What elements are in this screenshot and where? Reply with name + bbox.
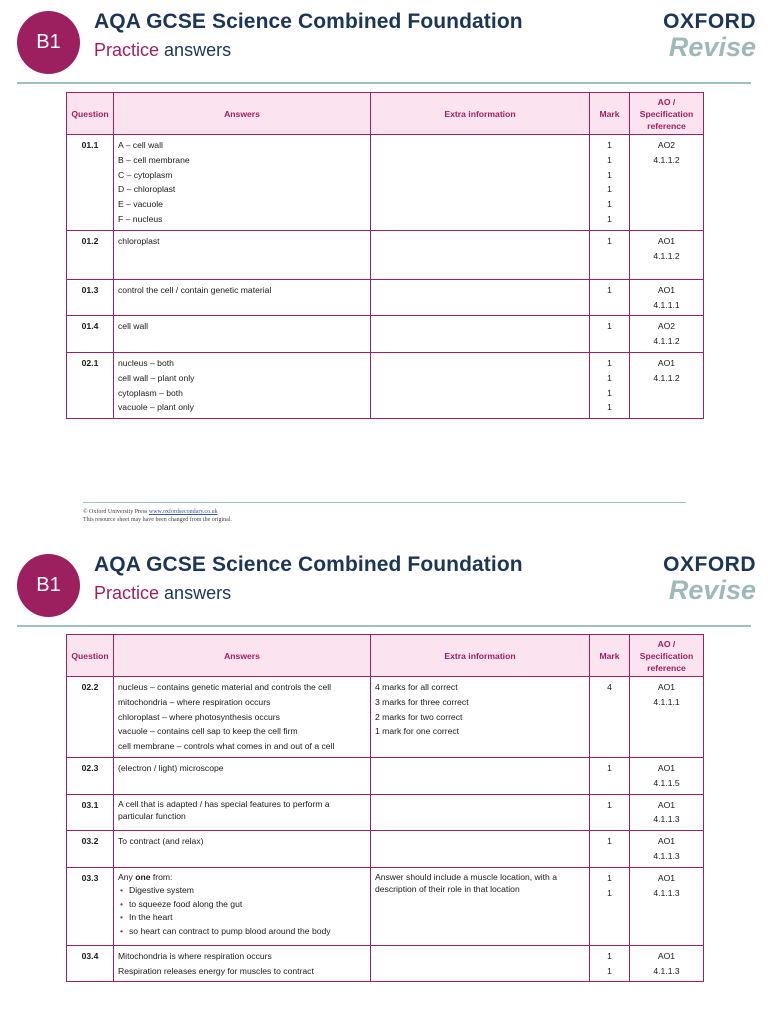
ao-cell: AO2 4.1.1.2 [630, 135, 704, 231]
table-header-row [67, 93, 704, 135]
extra-cell [371, 945, 590, 982]
topic-badge: B1 [17, 554, 80, 617]
question-number: 02.1 [67, 352, 114, 418]
page-title: AQA GCSE Science Combined Foundation [94, 10, 523, 33]
logo-revise: Revise [668, 32, 756, 62]
answer-cell [114, 867, 371, 945]
ao-cell: AO2 4.1.1.2 [630, 316, 704, 353]
table-row [67, 677, 704, 758]
header-divider [17, 625, 751, 627]
answer-cell: nucleus – both cell wall – plant only cytoplasm – both vacuole – plant only [114, 352, 371, 418]
table-row [67, 831, 704, 868]
answer-bullet-list [118, 884, 366, 938]
ao-cell: AO1 4.1.1.1 [630, 677, 704, 758]
col-ao: AO / Specification reference [630, 635, 704, 677]
table-row [67, 867, 704, 945]
mark-cell: 1 1 1 1 [590, 352, 630, 418]
question-number: 03.4 [67, 945, 114, 982]
header-divider [17, 82, 751, 84]
extra-cell [371, 135, 590, 231]
subtitle-accent: Practice [94, 583, 160, 603]
list-item: • In the heart [118, 911, 366, 925]
table-row [67, 135, 704, 231]
ao-cell: AO1 4.1.1.1 [630, 279, 704, 316]
question-number: 01.4 [67, 316, 114, 353]
answer-cell: To contract (and relax) [114, 831, 371, 868]
mark-cell: 1 1 1 1 1 1 [590, 135, 630, 231]
mark-cell: 4 [590, 677, 630, 758]
question-number: 01.2 [67, 230, 114, 279]
answer-lead: Any one from: [118, 871, 173, 882]
mark-cell: 1 [590, 757, 630, 794]
subtitle-rest: answers [164, 40, 232, 60]
list-item: • so heart can contract to pump blood around the body [118, 925, 366, 939]
col-mark: Mark [590, 93, 630, 135]
footer-link[interactable]: www.oxfordsecondary.co.uk [148, 509, 218, 515]
extra-cell [371, 316, 590, 353]
table-header-row [67, 635, 704, 677]
question-number: 03.1 [67, 794, 114, 831]
answer-cell: chloroplast [114, 230, 371, 279]
answers-table-1 [66, 92, 704, 419]
mark-cell: 1 [590, 316, 630, 353]
list-item: • to squeeze food along the gut [118, 898, 366, 912]
table-row [67, 279, 704, 316]
answer-cell: cell wall [114, 316, 371, 353]
extra-cell [371, 230, 590, 279]
col-extra: Extra information [371, 635, 590, 677]
list-item: • Digestive system [118, 884, 366, 898]
ao-cell: AO1 4.1.1.3 [630, 867, 704, 945]
mark-cell: 1 [590, 230, 630, 279]
page-subtitle [94, 40, 231, 61]
logo-oxford: OXFORD [663, 553, 756, 576]
logo-oxford: OXFORD [663, 10, 756, 33]
ao-cell: AO1 4.1.1.2 [630, 352, 704, 418]
col-ao: AO / Specification reference [630, 93, 704, 135]
table-row [67, 945, 704, 982]
ao-cell: AO1 4.1.1.3 [630, 945, 704, 982]
extra-cell [371, 352, 590, 418]
question-number: 02.3 [67, 757, 114, 794]
ao-cell: AO1 4.1.1.3 [630, 794, 704, 831]
table-row [67, 794, 704, 831]
footer-note: This resource sheet may have been changed from the original. [83, 517, 232, 523]
question-number: 01.1 [67, 135, 114, 231]
answer-cell: Mitochondria is where respiration occurs Respiration releases energy for muscles to contract [114, 945, 371, 982]
mark-cell: 1 [590, 831, 630, 868]
subtitle-accent: Practice [94, 40, 160, 60]
question-number: 03.3 [67, 867, 114, 945]
answer-cell: nucleus – contains genetic material and controls the cell mitochondria – where respiration occurs chloroplast – where photosynthesis occurs vacuole – contains cell sap to keep the cell firm cell membrane – controls what comes in and out of a cell [114, 677, 371, 758]
col-mark: Mark [590, 635, 630, 677]
answer-cell: A cell that is adapted / has special features to perform a particular function [114, 794, 371, 831]
page-2 [0, 543, 768, 1024]
mark-cell: 1 [590, 794, 630, 831]
logo-revise: Revise [668, 575, 756, 605]
question-number: 02.2 [67, 677, 114, 758]
page-footer [83, 502, 686, 524]
ao-cell: AO1 4.1.1.5 [630, 757, 704, 794]
subtitle-rest: answers [164, 583, 232, 603]
ao-cell: AO1 4.1.1.3 [630, 831, 704, 868]
col-answers: Answers [114, 635, 371, 677]
mark-cell: 1 [590, 279, 630, 316]
answer-cell: control the cell / contain genetic material [114, 279, 371, 316]
question-number: 03.2 [67, 831, 114, 868]
page-subtitle [94, 583, 231, 604]
question-number: 01.3 [67, 279, 114, 316]
extra-cell [371, 279, 590, 316]
table-row [67, 316, 704, 353]
footer-copyright: © Oxford University Press [83, 509, 148, 515]
extra-cell: 4 marks for all correct 3 marks for three correct 2 marks for two correct 1 mark for one correct [371, 677, 590, 758]
mark-cell: 1 1 [590, 867, 630, 945]
oxford-revise-logo [663, 553, 756, 605]
table-row [67, 757, 704, 794]
extra-cell [371, 831, 590, 868]
col-question: Question [67, 93, 114, 135]
answer-cell: (electron / light) microscope [114, 757, 371, 794]
mark-cell: 1 1 [590, 945, 630, 982]
oxford-revise-logo [663, 10, 756, 62]
topic-badge: B1 [17, 11, 80, 74]
answer-cell: A – cell wall B – cell membrane C – cytoplasm D – chloroplast E – vacuole F – nucleus [114, 135, 371, 231]
answers-table-2 [66, 634, 704, 982]
col-question: Question [67, 635, 114, 677]
extra-cell: Answer should include a muscle location, with a description of their role in that location [371, 867, 590, 945]
col-answers: Answers [114, 93, 371, 135]
ao-cell: AO1 4.1.1.2 [630, 230, 704, 279]
col-extra: Extra information [371, 93, 590, 135]
page-title: AQA GCSE Science Combined Foundation [94, 553, 523, 576]
table-row [67, 230, 704, 279]
extra-cell [371, 794, 590, 831]
extra-cell [371, 757, 590, 794]
table-row [67, 352, 704, 418]
